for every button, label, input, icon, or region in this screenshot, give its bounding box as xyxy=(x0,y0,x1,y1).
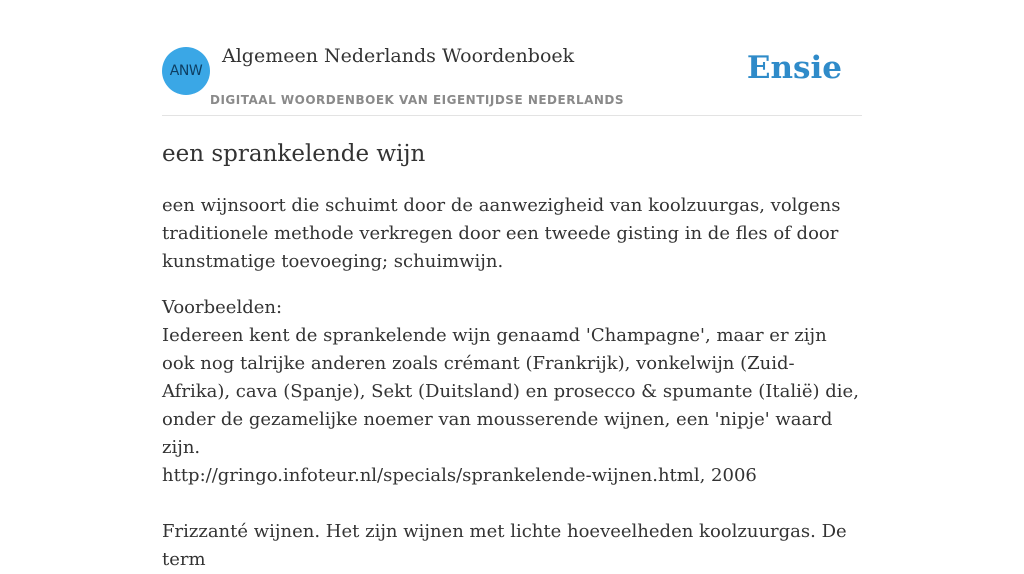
site-header xyxy=(162,0,862,116)
example-text: Iedereen kent de sprankelende wijn genaamd 'Champagne', maar er zijn ook nog talrijke anderen zoals crémant (Frankrijk), vonkelwijn (Zuid-Afrika), cava (Spanje), Sekt (Duitsland) en prosecco & spumante (Italië) die, onder de gezamelijke noemer van mousserende wijnen, een 'nipje' waard zijn. xyxy=(162,325,859,458)
anw-logo[interactable]: ANW xyxy=(162,47,210,95)
examples-section xyxy=(162,294,862,574)
site-subtitle: DIGITAAL WOORDENBOEK VAN EIGENTIJDSE NEDERLANDS xyxy=(210,93,625,107)
definition: een wijnsoort die schuimt door de aanwezigheid van koolzuurgas, volgens traditionele methode verkregen door een tweede gisting in de fles of door kunstmatige toevoeging; schuimwijn. xyxy=(162,195,841,272)
example-source: http://gringo.infoteur.nl/specials/sprankelende-wijnen.html, 2006 xyxy=(162,465,757,486)
entry-content xyxy=(162,138,862,574)
ensie-logo[interactable]: Ensie xyxy=(746,50,842,86)
headword: een sprankelende wijn xyxy=(162,141,426,167)
example-item xyxy=(162,322,862,490)
example-item xyxy=(162,518,862,574)
examples-label: Voorbeelden: xyxy=(162,297,283,318)
site-title[interactable]: Algemeen Nederlands Woordenboek xyxy=(222,45,575,67)
example-text: Frizzanté wijnen. Het zijn wijnen met lichte hoeveelheden koolzuurgas. De term xyxy=(162,521,847,570)
